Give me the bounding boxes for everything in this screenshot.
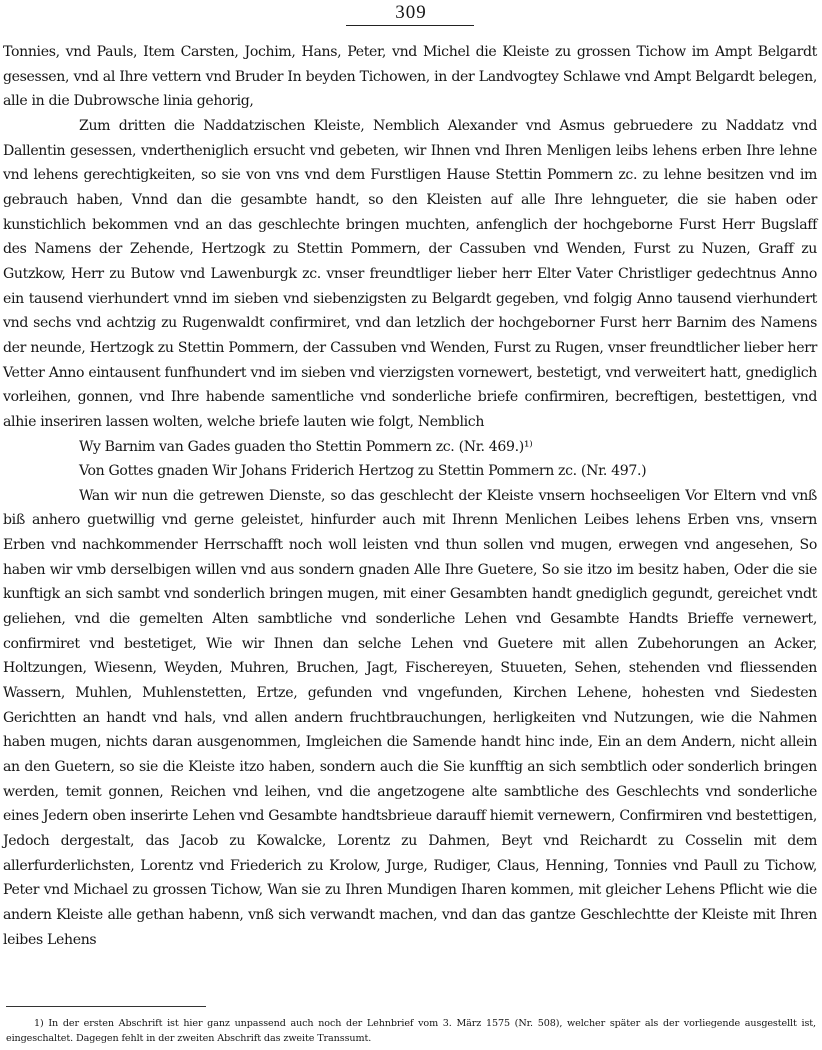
footnote: 1) In der ersten Abschrift ist hier ganz unpassend auch noch der Lehnbrief vom 3. März 1575 (Nr. 508), welcher später als der vorliegende ausgestellt ist, eingeschaltet. Dagegen fehlt in der zweiten Abschrift das zweite Transsumt.	[6, 1018, 816, 1044]
footnote-rule	[6, 1006, 206, 1007]
page-number: 309	[395, 2, 427, 23]
paragraph-4-transsumpt-497: Von Gottes gnaden Wir Johans Friderich Hertzog zu Stettin Pommern zc. (Nr. 497.)	[79, 463, 647, 480]
paragraph-2: Zum dritten die Naddatzischen Kleiste, Nemblich Alexander vnd Asmus gebruedere zu Naddatz vnd Dallentin gesessen, vndertheniglich ersucht vnd gebeten, wir Ihnen vnd Ihren Menligen leibs lehens erben Ihre lehne vnd lehens gerechtigkeiten, so sie von vns vnd dem Furstligen Hause Stettin Pommern zc. zu lehne besitzen vnd im gebrauch haben, Vnnd dan die gesambte handt, so den Kleisten auf alle Ihre lehngueter, die sie haben oder kunstichlich bekommen vnd an das geschlechte bringen muchten, anfenglich der hochgeborne Furst Herr Bugslaff des Namens der Zehende, Hertzogk zu Stettin Pommern, der Cassuben vnd Wenden, Furst zu Nuzen, Graff zu Gutzkow, Herr zu Butow vnd Lawenburgk zc. vnser freundtliger lieber herr Elter Vater Christliger gedechtnus Anno ein tausend vierhundert vnnd im sieben vnd siebenzigsten zu Belgardt gegeben, vnd folgig Anno tausend vierhundert vnd sechs vnd achtzig zu Rugenwaldt confirmiret, vnd dan letzlich der hochgeborner Furst herr Barnim des Namens der neunde, Hertzogk zu Stettin Pommern, der Cassuben vnd Wenden, Furst zu Rugen, vnser freundtlicher lieber herr Vetter Anno eintausent funfhundert vnd im sieben vnd vierzigsten vornewert, bestetigt, vnd verweitert hatt, gnediglich vorleihen, gonnen, vnd Ihre habende samentliche vnd sonderliche briefe confirmiren, becreftigen, bestettigen, vnd alhie inseriren lassen wolten, welche briefe lauten wie folgt, Nemblich	[3, 117, 817, 430]
body-text	[3, 40, 817, 952]
header-rule	[346, 25, 474, 26]
paragraph-1: Tonnies, vnd Pauls, Item Carsten, Jochim, Hans, Peter, vnd Michel die Kleiste zu grossen Tichow im Ampt Belgardt gesessen, vnd al Ihre vettern vnd Bruder In beyden Tichowen, in der Landvogtey Schlawe vnd Ampt Belgardt belegen, alle in die Dubrowsche linia gehorig,	[3, 44, 817, 110]
paragraph-3-transsumpt-469: Wy Barnim van Gades guaden tho Stettin Pommern zc. (Nr. 469.)¹⁾	[79, 438, 533, 455]
paragraph-5: Wan wir nun die getrewen Dienste, so das geschlecht der Kleiste vnsern hochseeligen Vor Eltern vnd vnß biß anhero guetwillig vnd gerne geleistet, hinfurder auch mit Ihrenn Menlichen Leibes lehens Erben vns, vnsern Erben vnd nachkommender Herrschafft noch woll leisten vnd thun sollen vnd mugen, erwegen vnd angesehen, So haben wir vmb derselbigen willen vnd aus sondern gnaden Alle Ihre Guetere, So sie itzo im besitz haben, Oder die sie kunftigk an sich sambt vnd sonderlich bringen mugen, mit einer Gesambten handt gnediglich gegundt, gereichet vndt geliehen, vnd die gemelten Alten sambtliche vnd sonderliche Lehen vnd Gesambte Handts Brieffe vernewert, confirmiret vnd bestetiget, Wie wir Ihnen dan selche Lehen vnd Guetere mit allen Zubehorungen an Acker, Holtzungen, Wiesenn, Weyden, Muhren, Bruchen, Jagt, Fischereyen, Stuueten, Sehen, stehenden vnd fliessenden Wassern, Muhlen, Muhlenstetten, Ertze, gefunden vnd vngefunden, Kirchen Lehene, hohesten vnd Siedesten Gerichtten an handt vnd hals, vnd allen andern fruchtbrauchungen, herligkeiten vnd Nutzungen, wie die Nahmen haben mugen, nichts daran ausgenommen, Imgleichen die Samende handt hinc inde, Ein an dem Andern, nicht allein an den Guetern, so sie die Kleiste itzo haben, sondern auch die Sie kunfftig an sich sembtlich oder sonderlich bringen werden, temit gonnen, Reichen vnd leihen, vnd die angetzogene alte sambtliche des Geschlechts vnd sonderliche eines Jedern oben inserirte Lehen vnd Gesambte handtsbrieue darauff hiemit vernewern, Confirmiren vnd bestettigen, Jedoch dergestalt, das Jacob zu Kowalcke, Lorentz zu Dahmen, Beyt vnd Reichardt zu Cosselin mit dem allerfurderlichsten, Lorentz vnd Friederich zu Krolow, Jurge, Rudiger, Claus, Henning, Tonnies vnd Paull zu Tichow, Peter vnd Michael zu grossen Tichow, Wan sie zu Ihren Mundigen Iharen kommen, mit gleicher Lehens Pflicht wie die andern Kleiste alle gethan habenn, vnß sich verwandt machen, vnd dan das gantze Geschlechtte der Kleiste mit Ihren leibes Lehens	[3, 487, 817, 948]
